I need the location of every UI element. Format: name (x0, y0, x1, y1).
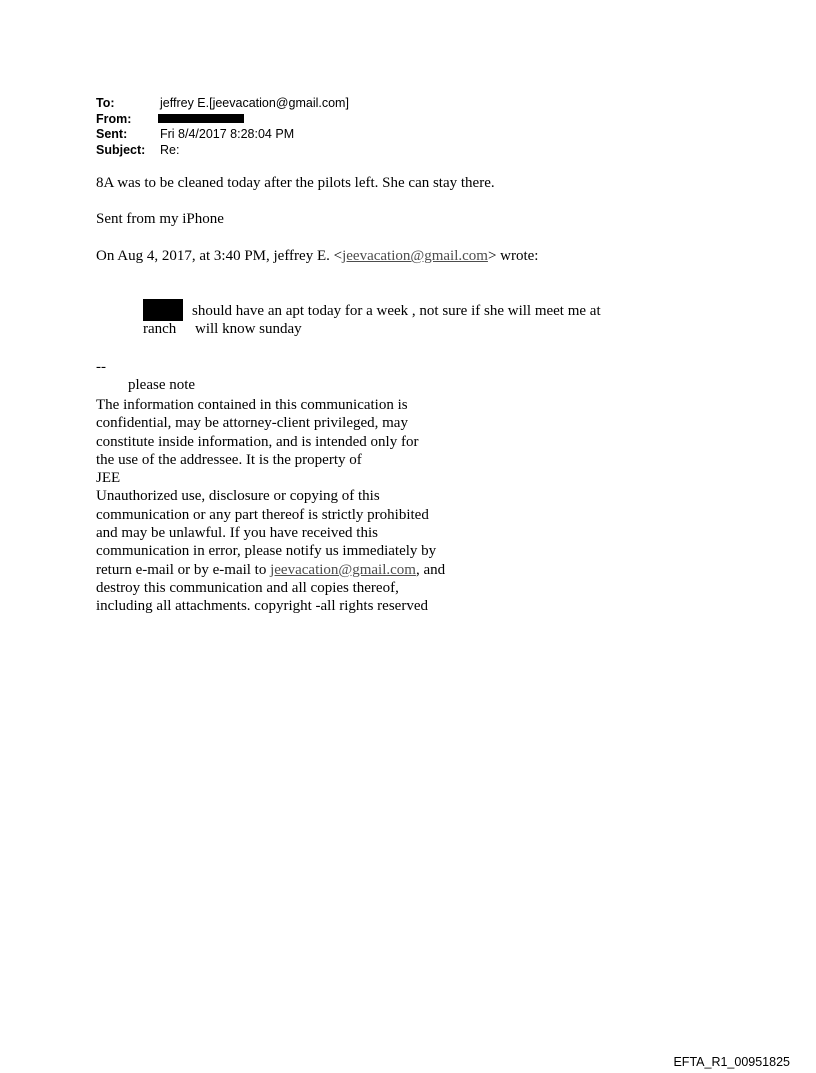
sent-value: Fri 8/4/2017 8:28:04 PM (160, 127, 295, 141)
from-redaction (158, 114, 244, 123)
subject-value: Re: (160, 142, 180, 157)
please-note: please note (128, 377, 196, 393)
quote-prefix: On Aug 4, 2017, at 3:40 PM, jeffrey E. < (96, 248, 343, 264)
quoted-line-2b: will know sunday (195, 321, 302, 337)
quoted-line-2a: ranch (143, 321, 177, 337)
disclaimer-line: including all attachments. copyright -all rights reserved (96, 598, 428, 615)
disclaimer-line: Unauthorized use, disclosure or copying of this (96, 488, 380, 505)
disclaimer-email-line (96, 561, 445, 579)
sent-label: Sent: (96, 127, 128, 141)
signature-dashes: -- (96, 359, 106, 375)
body-line-2: Sent from my iPhone (96, 211, 224, 227)
disclaimer-email-link[interactable]: jeevacation@gmail.com (270, 561, 416, 578)
from-label: From: (96, 111, 132, 126)
quoted-name-redaction (143, 299, 183, 321)
disclaimer (96, 396, 445, 616)
disclaimer-line: destroy this communication and all copies thereof, (96, 579, 399, 596)
disclaimer-line: the use of the addressee. It is the property of (96, 451, 362, 468)
disclaimer-line: JEE (96, 470, 121, 487)
disclaimer-line: confidential, may be attorney-client privileged, may (96, 415, 408, 432)
email-line-suffix: , and (415, 561, 446, 578)
disclaimer-line: communication or any part thereof is strictly prohibited (96, 506, 429, 523)
quote-suffix: > wrote: (487, 248, 539, 264)
quote-intro (96, 248, 538, 265)
email-line-prefix: return e-mail or by e-mail to (96, 561, 271, 578)
document-id: EFTA_R1_00951825 (673, 1055, 790, 1069)
disclaimer-line: communication in error, please notify us immediately by (96, 543, 437, 560)
disclaimer-line: constitute inside information, and is intended only for (96, 433, 419, 450)
quoted-line-1: should have an apt today for a week , not sure if she will meet me at (192, 303, 601, 319)
to-label: To: (96, 96, 115, 110)
subject-label: Subject: (96, 142, 146, 157)
quote-email-link[interactable]: jeevacation@gmail.com (342, 248, 488, 264)
to-value: jeffrey E.[jeevacation@gmail.com] (160, 96, 349, 110)
disclaimer-line: The information contained in this communication is (96, 397, 408, 413)
body-line-1: 8A was to be cleaned today after the pilots left. She can stay there. (96, 175, 495, 191)
disclaimer-line: and may be unlawful. If you have received this (96, 525, 378, 542)
